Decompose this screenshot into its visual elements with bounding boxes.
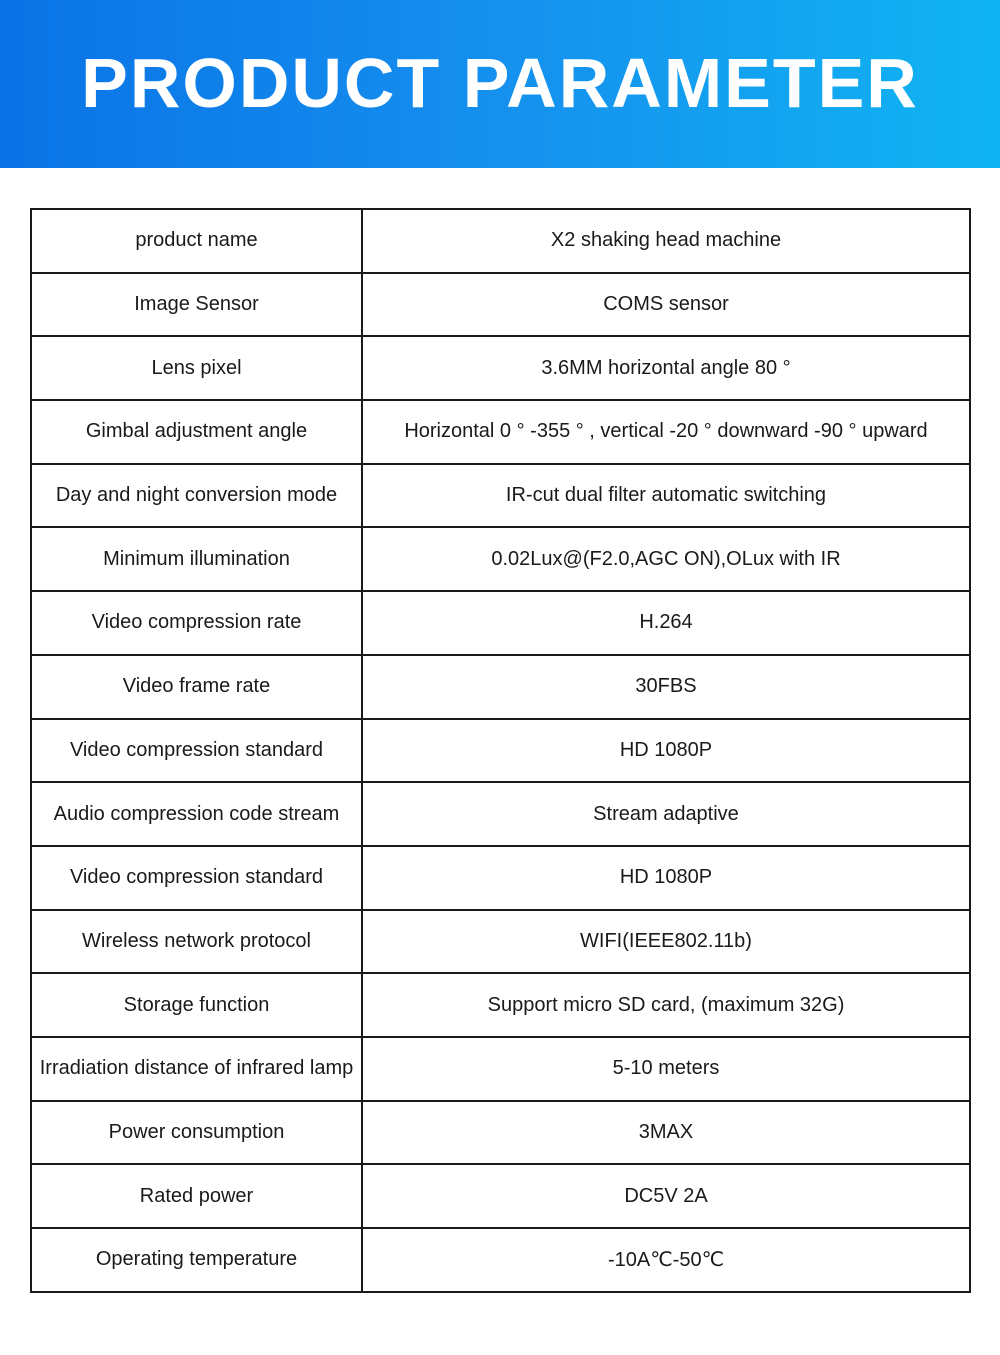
param-value: 30FBS bbox=[362, 655, 970, 719]
param-value: Stream adaptive bbox=[362, 782, 970, 846]
param-label: Video compression standard bbox=[31, 719, 362, 783]
table-row bbox=[31, 400, 970, 464]
table-row bbox=[31, 655, 970, 719]
param-label: Audio compression code stream bbox=[31, 782, 362, 846]
param-label: Day and night conversion mode bbox=[31, 464, 362, 528]
param-value: 3.6MM horizontal angle 80 ° bbox=[362, 336, 970, 400]
table-row bbox=[31, 336, 970, 400]
table-row bbox=[31, 1037, 970, 1101]
param-value: 0.02Lux@(F2.0,AGC ON),OLux with IR bbox=[362, 527, 970, 591]
param-label: Storage function bbox=[31, 973, 362, 1037]
table-row bbox=[31, 910, 970, 974]
param-value: COMS sensor bbox=[362, 273, 970, 337]
param-value: HD 1080P bbox=[362, 719, 970, 783]
param-label: Power consumption bbox=[31, 1101, 362, 1165]
param-value: Horizontal 0 ° -355 ° , vertical -20 ° downward -90 ° upward bbox=[362, 400, 970, 464]
param-label: Minimum illumination bbox=[31, 527, 362, 591]
param-value: 3MAX bbox=[362, 1101, 970, 1165]
param-value: -10A℃-50℃ bbox=[362, 1228, 970, 1292]
table-row bbox=[31, 273, 970, 337]
param-label: Gimbal adjustment angle bbox=[31, 400, 362, 464]
table-row bbox=[31, 591, 970, 655]
table-row bbox=[31, 527, 970, 591]
param-label: product name bbox=[31, 209, 362, 273]
parameter-table bbox=[30, 208, 971, 1293]
table-row bbox=[31, 846, 970, 910]
param-value: IR-cut dual filter automatic switching bbox=[362, 464, 970, 528]
param-value: X2 shaking head machine bbox=[362, 209, 970, 273]
param-value: DC5V 2A bbox=[362, 1164, 970, 1228]
param-label: Video compression standard bbox=[31, 846, 362, 910]
table-row bbox=[31, 1228, 970, 1292]
header-banner bbox=[0, 0, 1000, 168]
table-row bbox=[31, 464, 970, 528]
table-row bbox=[31, 1164, 970, 1228]
param-label: Wireless network protocol bbox=[31, 910, 362, 974]
param-value: 5-10 meters bbox=[362, 1037, 970, 1101]
page-title: PRODUCT PARAMETER bbox=[81, 44, 919, 122]
param-value: HD 1080P bbox=[362, 846, 970, 910]
table-row bbox=[31, 209, 970, 273]
param-label: Lens pixel bbox=[31, 336, 362, 400]
param-value: Support micro SD card, (maximum 32G) bbox=[362, 973, 970, 1037]
param-value: H.264 bbox=[362, 591, 970, 655]
param-label: Operating temperature bbox=[31, 1228, 362, 1292]
table-row bbox=[31, 1101, 970, 1165]
param-label: Irradiation distance of infrared lamp bbox=[31, 1037, 362, 1101]
table-row bbox=[31, 719, 970, 783]
param-label: Rated power bbox=[31, 1164, 362, 1228]
param-label: Video compression rate bbox=[31, 591, 362, 655]
param-value: WIFI(IEEE802.11b) bbox=[362, 910, 970, 974]
param-label: Video frame rate bbox=[31, 655, 362, 719]
table-row bbox=[31, 973, 970, 1037]
param-label: Image Sensor bbox=[31, 273, 362, 337]
table-row bbox=[31, 782, 970, 846]
